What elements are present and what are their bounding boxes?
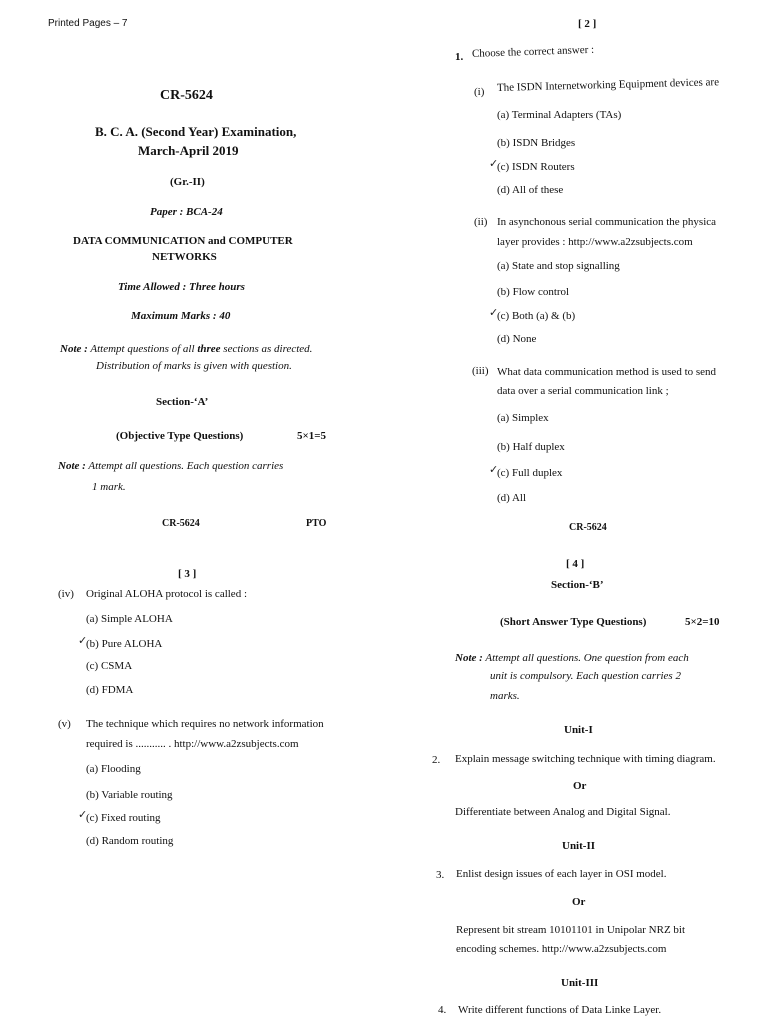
time-allowed: Time Allowed : Three hours [118,281,245,293]
qii-option-a: (a) State and stop signalling [497,260,620,272]
qiii-line1: What data communication method is used to send [497,366,717,378]
page-number: [ 2 ] [578,18,597,30]
q2-alternative: Differentiate between Analog and Digital Signal. [455,806,671,818]
subject-line1: DATA COMMUNICATION and COMPUTER [73,235,293,247]
qii-line2: layer provides : http://www.a2zsubjects.com [497,236,693,248]
qi-text: The ISDN Internetworking Equipment devices are [496,76,720,94]
q1-text: Choose the correct answer : [471,43,595,60]
note2-text: Attempt all questions. Each question carries [88,460,284,472]
qiv-option-c: (c) CSMA [86,660,133,672]
paper-code: CR-5624 [160,88,213,103]
exam-title-line2: March-April 2019 [138,143,239,158]
qv-option-d: (d) Random routing [86,835,174,847]
qi-option-b: (b) ISDN Bridges [497,137,576,149]
qii-line1: In asynchonous serial communication the physica [497,216,717,228]
q1-number: 1. [455,51,464,63]
objective-marks: 5×1=5 [297,430,327,442]
qiv-option-b: (b) Pure ALOHA [86,638,163,650]
qii-number: (ii) [474,216,488,228]
section-b-heading: Section-‘B’ [551,579,604,591]
note2-label: Note : [58,460,86,472]
note-text: Attempt all questions. One question from each [485,652,689,664]
qiii-option-d: (d) All [497,492,527,504]
qiii-option-b: (b) Half duplex [497,441,565,453]
qv-line2: required is ........... . http://www.a2zsubjects.com [86,738,299,750]
unit-3-heading: Unit-III [561,977,599,989]
qi-option-d: (d) All of these [497,184,564,196]
q3-number: 3. [436,869,445,881]
note-line1 [60,343,312,355]
tick-mark-icon: ✓ [78,635,88,647]
q3-alt-line2: encoding schemes. http://www.a2zsubjects.com [456,943,667,955]
qv-option-c: (c) Fixed routing [86,812,161,824]
note-text-pre: Attempt questions of all [90,343,195,355]
qi-option-c: (c) ISDN Routers [497,161,575,173]
qiii-option-a: (a) Simplex [497,412,549,424]
qv-option-b: (b) Variable routing [86,789,173,801]
note-line3: marks. [490,690,520,702]
qv-number: (v) [58,718,71,730]
page-number: [ 4 ] [566,558,585,570]
qi-option-a: (a) Terminal Adapters (TAs) [497,109,622,121]
tick-mark-icon: ✓ [489,307,499,319]
q4-text: Write different functions of Data Linke Layer. [458,1004,662,1016]
footer-pto: PTO [306,518,327,529]
group-label: (Gr.-II) [170,176,205,188]
note-line2: unit is compulsory. Each question carries 2 [490,670,681,682]
qiii-option-c: (c) Full duplex [497,467,563,479]
qv-line1: The technique which requires no network information [86,718,324,730]
qv-option-a: (a) Flooding [86,763,141,775]
printed-pages: Printed Pages – 7 [48,18,128,29]
or-label-1: Or [573,780,587,792]
q2-text: Explain message switching technique with timing diagram. [455,753,716,765]
note-line2: Distribution of marks is given with question. [96,360,292,372]
unit-1-heading: Unit-I [564,724,593,736]
paper-label: Paper : BCA-24 [150,206,223,218]
or-label-2: Or [572,896,586,908]
qiii-line2: data over a serial communication link ; [497,385,669,397]
q3-text: Enlist design issues of each layer in OSI model. [456,868,667,880]
note-text-bold: three [197,343,221,355]
exam-title-line1: B. C. A. (Second Year) Examination, [95,124,297,139]
section-a-heading: Section-‘A’ [156,396,209,408]
qii-option-c: (c) Both (a) & (b) [497,310,576,322]
short-heading: (Short Answer Type Questions) [500,616,647,628]
q2-number: 2. [432,754,441,766]
note-label: Note : [60,343,88,355]
qiv-number: (iv) [58,588,74,600]
qiv-option-d: (d) FDMA [86,684,134,696]
qi-number: (i) [474,86,485,98]
qii-option-d: (d) None [497,333,537,345]
qiv-text: Original ALOHA protocol is called : [86,588,247,600]
footer-code: CR-5624 [569,522,607,533]
qii-option-b: (b) Flow control [497,286,570,298]
objective-heading: (Objective Type Questions) [116,430,244,442]
maximum-marks: Maximum Marks : 40 [131,310,231,322]
footer-code: CR-5624 [162,518,200,529]
note-label: Note : [455,652,483,664]
note2-line1 [58,460,283,472]
note-line1 [455,652,689,664]
note2-line2: 1 mark. [92,481,126,493]
note-text-post: sections as directed. [223,343,313,355]
q3-alt-line1: Represent bit stream 10101101 in Unipolar NRZ bit [456,924,686,936]
subject-line2: NETWORKS [152,251,217,263]
q4-number: 4. [438,1004,447,1016]
tick-mark-icon: ✓ [78,809,88,821]
tick-mark-icon: ✓ [489,158,499,170]
qiv-option-a: (a) Simple ALOHA [86,613,173,625]
qiii-number: (iii) [472,365,489,377]
page-number: [ 3 ] [178,568,197,580]
unit-2-heading: Unit-II [562,840,596,852]
tick-mark-icon: ✓ [489,464,499,476]
short-marks: 5×2=10 [685,616,720,628]
